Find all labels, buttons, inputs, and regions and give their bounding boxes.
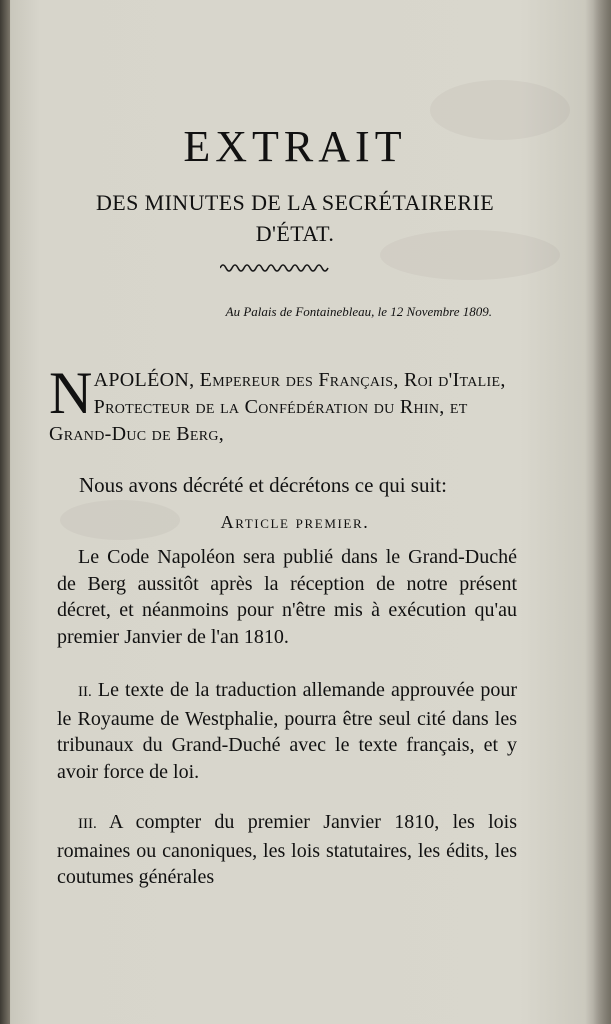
document-title: EXTRAIT [183,122,407,171]
drop-capital: N [49,360,93,426]
article-2-paragraph [57,677,517,785]
text-block [20,0,592,1024]
book-spine-shadow [0,0,10,1024]
subtitle-line-1: DES MINUTES DE LA SECRÉTAIRERIE [95,190,495,215]
document-subtitle [20,187,570,249]
wavy-rule-ornament [220,261,330,275]
article-3-number: III. [78,816,97,832]
emperor-name: APOLÉON, [93,369,195,391]
page-edge-shadow [593,0,611,1024]
article-heading: Article premier. [220,512,370,532]
article-3-paragraph [57,809,517,891]
dateline: Au Palais de Fontainebleau, le 12 Novembre 1809. [225,304,492,319]
article-2-text: Le texte de la traduction allemande approuvée pour le Royaume de Westphalie, pourra être seul cité dans les tribunaux du Grand-Duché avec le texte français, et y avoir force de loi. [57,679,517,783]
preamble-paragraph [49,360,519,448]
emperor-titles: Empereur des Français, Roi d'Italie, Protecteur de la Confédération du Rhin, et Grand-Duc de Berg, [49,369,506,445]
article-1-text: Le Code Napoléon sera publié dans le Grand-Duché de Berg aussitôt après la réception de notre présent décret, et néanmoins pour n'être mis à exécution qu'au premier Janvier de l'an 1810. [57,546,517,648]
article-2-number: II. [78,684,92,700]
article-3-text: A compter du premier Janvier 1810, les lois romaines ou canoniques, les lois statutaires, les édits, les coutumes générales [57,811,517,888]
subtitle-line-2: D'ÉTAT. [255,221,335,246]
decree-line: Nous avons décrété et décrétons ce qui suit: [79,473,447,497]
